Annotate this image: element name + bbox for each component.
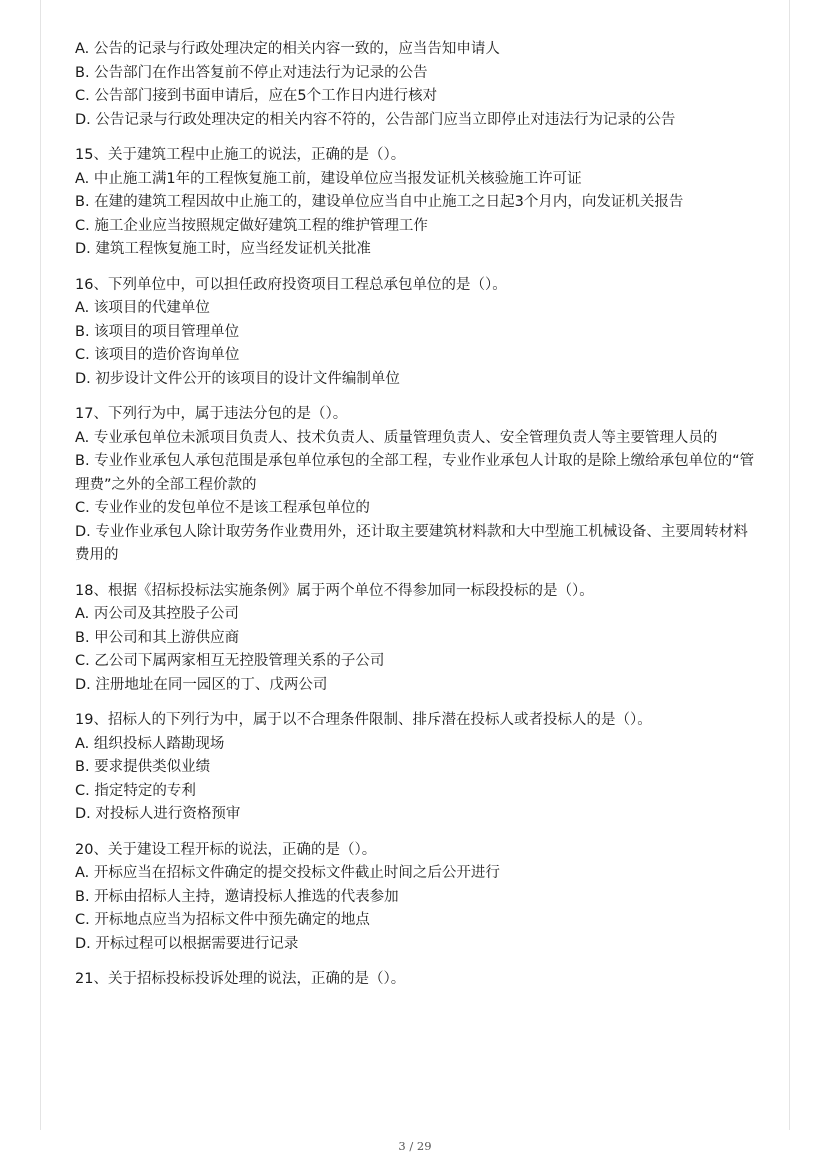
question-block bbox=[75, 580, 760, 698]
option-item: D. 公告记录与行政处理决定的相关内容不符的，公告部门应当立即停止对违法行为记录的公告 bbox=[75, 111, 676, 128]
option-item: A. 开标应当在招标文件确定的提交投标文件截止时间之后公开进行 bbox=[75, 865, 500, 881]
question-stem: 18、根据《招标投标法实施条例》属于两个单位不得参加同一标段投标的是（）。 bbox=[75, 582, 594, 599]
option-item: D. 建筑工程恢复施工时，应当经发证机关批准 bbox=[75, 241, 371, 257]
question-block bbox=[75, 274, 760, 392]
option-item: D. 开标过程可以根据需要进行记录 bbox=[75, 935, 299, 952]
question-stem: 20、关于建设工程开标的说法，正确的是（）。 bbox=[75, 841, 377, 858]
option-item: A. 中止施工满1年的工程恢复施工前，建设单位应当报发证机关核验施工许可证 bbox=[75, 170, 582, 187]
option-item: D. 注册地址在同一园区的丁、戊两公司 bbox=[75, 676, 328, 693]
option-item: C. 该项目的造价咨询单位 bbox=[75, 347, 240, 363]
question-block bbox=[75, 403, 760, 568]
question-block bbox=[75, 839, 760, 957]
option-item: C. 开标地点应当为招标文件中预先确定的地点 bbox=[75, 912, 370, 928]
option-item: D. 对投标人进行资格预审 bbox=[75, 806, 241, 822]
question-stem: 19、招标人的下列行为中，属于以不合理条件限制、排斥潜在投标人或者投标人的是（）。 bbox=[75, 712, 652, 728]
option-item: B. 甲公司和其上游供应商 bbox=[75, 629, 240, 646]
option-item: C. 公告部门接到书面申请后，应在5个工作日内进行核对 bbox=[75, 88, 438, 104]
option-list bbox=[75, 733, 760, 827]
option-list bbox=[75, 427, 760, 568]
option-list bbox=[75, 297, 760, 391]
page-left-border bbox=[40, 0, 41, 1130]
option-item: B. 开标由招标人主持，邀请投标人推选的代表参加 bbox=[75, 888, 399, 905]
option-item: C. 施工企业应当按照规定做好建筑工程的维护管理工作 bbox=[75, 217, 428, 234]
question-stem: 21、关于招标投标投诉处理的说法，正确的是（）。 bbox=[75, 971, 406, 987]
document-body bbox=[75, 38, 760, 1004]
question-block bbox=[75, 709, 760, 827]
option-item: A. 组织投标人踏勘现场 bbox=[75, 735, 225, 752]
page-right-border bbox=[789, 0, 790, 1130]
option-item: C. 指定特定的专利 bbox=[75, 782, 196, 799]
question-stem: 17、下列行为中，属于违法分包的是（）。 bbox=[75, 406, 348, 422]
option-item: B. 在建的建筑工程因故中止施工的，建设单位应当自中止施工之日起3个月内，向发证机关报告 bbox=[75, 194, 684, 210]
option-item: D. 专业作业承包人除计取劳务作业费用外，还计取主要建筑材料款和大中型施工机械设备、主要周转材料费用的 bbox=[75, 523, 748, 563]
option-item: C. 乙公司下属两家相互无控股管理关系的子公司 bbox=[75, 653, 385, 669]
question-block bbox=[75, 38, 760, 132]
option-item: B. 要求提供类似业绩 bbox=[75, 759, 211, 775]
option-item: B. 专业作业承包人承包范围是承包单位承包的全部工程，专业作业承包人计取的是除上缴给承包单位的“管理费”之外的全部工程价款的 bbox=[75, 453, 755, 493]
question-stem: 15、关于建筑工程中止施工的说法，正确的是（）。 bbox=[75, 147, 406, 163]
option-item: A. 丙公司及其控股子公司 bbox=[75, 606, 239, 622]
page-number: 3 / 29 bbox=[398, 1139, 432, 1153]
option-list bbox=[75, 168, 760, 262]
question-block bbox=[75, 144, 760, 262]
option-item: A. 专业承包单位未派项目负责人、技术负责人、质量管理负责人、安全管理负责人等主要管理人员的 bbox=[75, 429, 718, 446]
question-stem: 16、下列单位中，可以担任政府投资项目工程总承包单位的是（）。 bbox=[75, 276, 507, 293]
question-block bbox=[75, 968, 760, 992]
option-item: A. 公告的记录与行政处理决定的相关内容一致的，应当告知申请人 bbox=[75, 41, 500, 57]
option-item: C. 专业作业的发包单位不是该工程承包单位的 bbox=[75, 500, 370, 516]
option-item: D. 初步设计文件公开的该项目的设计文件编制单位 bbox=[75, 370, 400, 387]
option-list bbox=[75, 603, 760, 697]
option-list bbox=[75, 38, 760, 132]
option-item: B. 公告部门在作出答复前不停止对违法行为记录的公告 bbox=[75, 64, 428, 81]
option-list bbox=[75, 862, 760, 956]
option-item: A. 该项目的代建单位 bbox=[75, 300, 210, 316]
option-item: B. 该项目的项目管理单位 bbox=[75, 323, 240, 340]
